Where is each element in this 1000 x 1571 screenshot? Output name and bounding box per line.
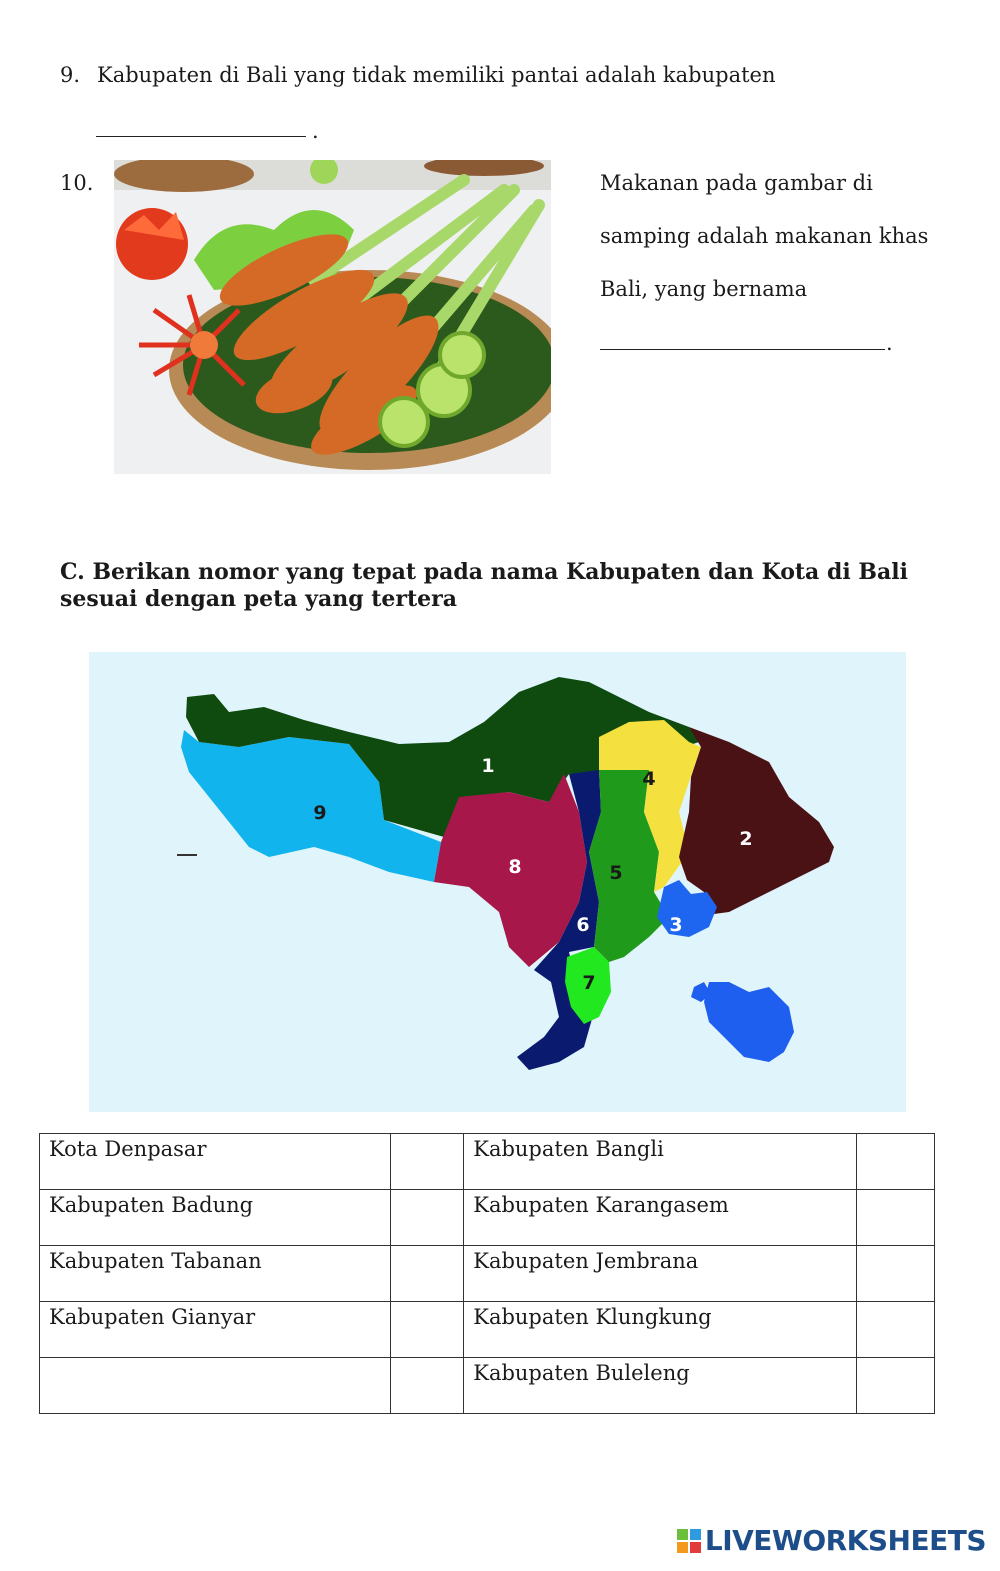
question-10-number: 10. (60, 171, 94, 195)
region-label-7: 7 (582, 972, 596, 994)
sate-lilit-photo (114, 160, 551, 474)
liveworksheets-icon (677, 1529, 701, 1553)
region-label-6: 6 (576, 914, 590, 936)
answer-cell-left[interactable] (390, 1358, 464, 1414)
region-name-left: Kabupaten Gianyar (40, 1302, 391, 1358)
region-name-right: Kabupaten Klungkung (464, 1302, 857, 1358)
region-name-left: Kabupaten Tabanan (40, 1246, 391, 1302)
table-row (40, 1358, 935, 1414)
region-label-4: 4 (642, 768, 656, 790)
region-name-left (40, 1358, 391, 1414)
question-9-number: 9. (60, 63, 81, 87)
region-label-2: 2 (739, 828, 753, 850)
region-name-right: Kabupaten Jembrana (464, 1246, 857, 1302)
table-row (40, 1190, 935, 1246)
question-9-text: Kabupaten di Bali yang tidak memiliki pantai adalah kabupaten (97, 63, 776, 87)
bali-regency-map (89, 652, 906, 1112)
region-name-right: Kabupaten Karangasem (464, 1190, 857, 1246)
question-10-text-line-3: Bali, yang bernama (600, 277, 808, 301)
question-10-blank-suffix: . (886, 331, 893, 355)
answer-cell-left[interactable] (390, 1302, 464, 1358)
section-c-heading: C. Berikan nomor yang tepat pada nama Kabupaten dan Kota di Bali sesuai dengan peta yang tertera (60, 559, 908, 612)
region-label-9: 9 (313, 802, 327, 824)
answer-cell-left[interactable] (390, 1246, 464, 1302)
liveworksheets-logo (677, 1524, 986, 1557)
question-9-blank-suffix: . (312, 119, 319, 143)
region-label-8: 8 (508, 856, 522, 878)
question-10-answer-blank[interactable] (600, 349, 885, 350)
region-label-1: 1 (481, 755, 495, 777)
answer-cell-right[interactable] (857, 1246, 935, 1302)
table-row (40, 1246, 935, 1302)
answer-table (39, 1133, 935, 1414)
answer-cell-right[interactable] (857, 1302, 935, 1358)
region-label-3: 3 (669, 914, 683, 936)
question-9-answer-blank[interactable] (96, 136, 306, 137)
answer-cell-right[interactable] (857, 1358, 935, 1414)
region-name-left: Kota Denpasar (40, 1134, 391, 1190)
region-name-right: Kabupaten Buleleng (464, 1358, 857, 1414)
question-10-text-line-2: samping adalah makanan khas (600, 224, 929, 248)
region-name-left: Kabupaten Badung (40, 1190, 391, 1246)
table-row (40, 1134, 935, 1190)
region-name-right: Kabupaten Bangli (464, 1134, 857, 1190)
region-label-5: 5 (609, 862, 623, 884)
answer-cell-right[interactable] (857, 1190, 935, 1246)
answer-cell-left[interactable] (390, 1190, 464, 1246)
table-row (40, 1302, 935, 1358)
question-10-text-line-1: Makanan pada gambar di (600, 171, 873, 195)
answer-cell-left[interactable] (390, 1134, 464, 1190)
brand-name: LIVEWORKSHEETS (704, 1524, 986, 1557)
answer-cell-right[interactable] (857, 1134, 935, 1190)
